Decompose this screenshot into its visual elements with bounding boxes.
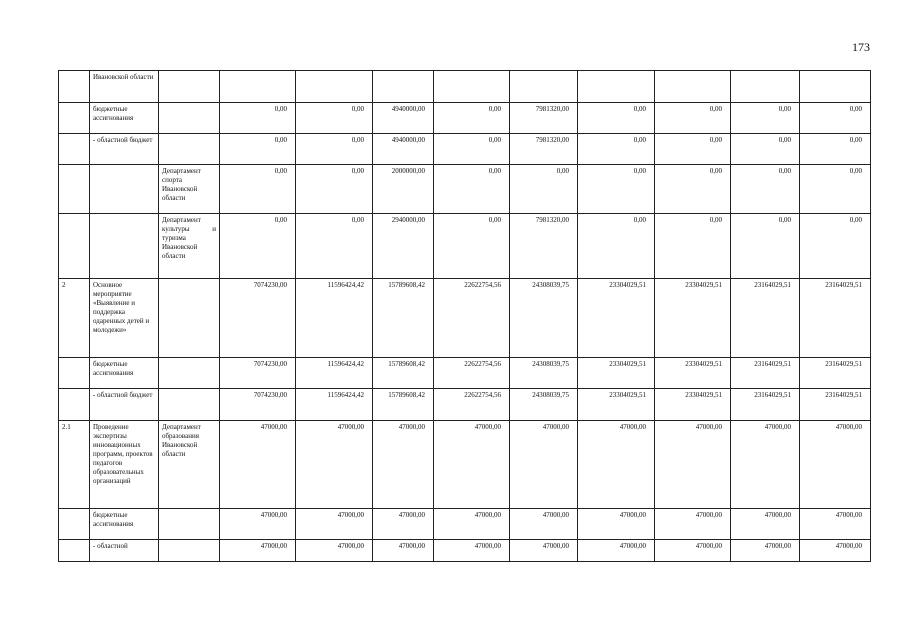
value-cell: 0,00 — [220, 165, 296, 214]
executor-cell — [159, 71, 220, 103]
value-cell: 15789608,42 — [373, 279, 434, 358]
value-cell: 47000,00 — [220, 421, 296, 509]
row-number-cell — [59, 134, 90, 165]
value-cell: 0,00 — [578, 165, 655, 214]
item-name-cell — [90, 165, 159, 214]
row-number-cell — [59, 509, 90, 540]
value-cell: 47000,00 — [434, 421, 510, 509]
value-cell: 7074230,00 — [220, 358, 296, 389]
value-cell: 0,00 — [296, 165, 373, 214]
row-number-cell: 2.1 — [59, 421, 90, 509]
value-cell: 0,00 — [578, 103, 655, 134]
value-cell: 11596424,42 — [296, 279, 373, 358]
executor-cell — [159, 103, 220, 134]
value-cell: 11596424,42 — [296, 389, 373, 421]
value-cell: 23304029,51 — [578, 279, 655, 358]
value-cell: 47000,00 — [655, 421, 731, 509]
value-cell — [731, 71, 800, 103]
value-cell: 15789608,42 — [373, 389, 434, 421]
value-cell: 23304029,51 — [578, 358, 655, 389]
executor-cell: Департамент спорта Ивановской области — [159, 165, 220, 214]
table-row — [59, 214, 871, 279]
value-cell — [220, 71, 296, 103]
value-cell: 0,00 — [655, 103, 731, 134]
executor-cell: Департамент культуры и туризма Ивановской области — [159, 214, 220, 279]
table-row — [59, 134, 871, 165]
value-cell: 47000,00 — [296, 421, 373, 509]
value-cell: 22622754,56 — [434, 279, 510, 358]
value-cell: 47000,00 — [731, 540, 800, 562]
item-name-cell: Проведение экспертизы инновационных программ, проектов педагогов образовательных организаций — [90, 421, 159, 509]
value-cell: 47000,00 — [800, 421, 871, 509]
table-row — [59, 103, 871, 134]
item-name-cell: Основное мероприятие «Выявление и поддержка одаренных детей и молодежи» — [90, 279, 159, 358]
value-cell: 2000000,00 — [373, 165, 434, 214]
item-name-cell: бюджетные ассигнования — [90, 103, 159, 134]
value-cell: 7981320,00 — [510, 214, 578, 279]
value-cell: 24308039,75 — [510, 389, 578, 421]
value-cell: 23304029,51 — [655, 358, 731, 389]
row-number-cell — [59, 71, 90, 103]
value-cell: 47000,00 — [578, 540, 655, 562]
row-number-cell — [59, 214, 90, 279]
executor-cell — [159, 279, 220, 358]
value-cell: 47000,00 — [296, 540, 373, 562]
value-cell — [655, 71, 731, 103]
value-cell: 0,00 — [220, 134, 296, 165]
value-cell: 47000,00 — [510, 421, 578, 509]
value-cell: 0,00 — [731, 103, 800, 134]
value-cell: 47000,00 — [510, 509, 578, 540]
value-cell: 23304029,51 — [578, 389, 655, 421]
table-row — [59, 509, 871, 540]
value-cell: 0,00 — [655, 134, 731, 165]
value-cell — [800, 71, 871, 103]
page-number: 173 — [852, 40, 870, 54]
value-cell: 47000,00 — [655, 509, 731, 540]
value-cell: 0,00 — [800, 134, 871, 165]
item-name-cell: Ивановской области — [90, 71, 159, 103]
value-cell: 23164029,51 — [800, 389, 871, 421]
value-cell: 47000,00 — [220, 540, 296, 562]
value-cell: 47000,00 — [800, 509, 871, 540]
value-cell — [510, 71, 578, 103]
item-name-cell — [90, 214, 159, 279]
value-cell: 0,00 — [296, 214, 373, 279]
value-cell: 11596424,42 — [296, 358, 373, 389]
executor-cell — [159, 389, 220, 421]
value-cell: 47000,00 — [220, 509, 296, 540]
value-cell: 47000,00 — [434, 540, 510, 562]
value-cell: 23164029,51 — [731, 358, 800, 389]
value-cell: 0,00 — [296, 134, 373, 165]
table-row — [59, 421, 871, 509]
row-number-cell — [59, 389, 90, 421]
value-cell: 47000,00 — [578, 421, 655, 509]
value-cell: 0,00 — [800, 103, 871, 134]
value-cell: 0,00 — [731, 165, 800, 214]
value-cell: 7981320,00 — [510, 134, 578, 165]
row-number-cell — [59, 540, 90, 562]
value-cell: 0,00 — [655, 214, 731, 279]
value-cell: 47000,00 — [434, 509, 510, 540]
budget-table — [58, 70, 871, 562]
value-cell: 0,00 — [296, 103, 373, 134]
value-cell: 47000,00 — [296, 509, 373, 540]
value-cell: 7074230,00 — [220, 279, 296, 358]
row-number-cell — [59, 358, 90, 389]
value-cell: 0,00 — [800, 214, 871, 279]
value-cell: 0,00 — [434, 103, 510, 134]
value-cell: 23164029,51 — [731, 389, 800, 421]
value-cell: 4940000,00 — [373, 103, 434, 134]
value-cell: 47000,00 — [655, 540, 731, 562]
item-name-cell: - областной бюджет — [90, 389, 159, 421]
value-cell: 47000,00 — [373, 509, 434, 540]
value-cell: 4940000,00 — [373, 134, 434, 165]
table-row — [59, 540, 871, 562]
item-name-cell: - областной — [90, 540, 159, 562]
value-cell: 24308039,75 — [510, 358, 578, 389]
value-cell: 24308039,75 — [510, 279, 578, 358]
value-cell: 23304029,51 — [655, 279, 731, 358]
value-cell: 0,00 — [434, 165, 510, 214]
value-cell: 0,00 — [731, 134, 800, 165]
value-cell — [373, 71, 434, 103]
value-cell — [296, 71, 373, 103]
value-cell: 47000,00 — [578, 509, 655, 540]
table-row — [59, 389, 871, 421]
value-cell: 47000,00 — [731, 509, 800, 540]
row-number-cell — [59, 165, 90, 214]
value-cell: 7074230,00 — [220, 389, 296, 421]
value-cell: 0,00 — [220, 214, 296, 279]
value-cell: 0,00 — [510, 165, 578, 214]
value-cell: 47000,00 — [373, 540, 434, 562]
value-cell: 23164029,51 — [800, 279, 871, 358]
value-cell: 22622754,56 — [434, 358, 510, 389]
value-cell: 22622754,56 — [434, 389, 510, 421]
value-cell: 2940000,00 — [373, 214, 434, 279]
value-cell — [434, 71, 510, 103]
value-cell: 0,00 — [731, 214, 800, 279]
executor-cell: Департамент образования Ивановской области — [159, 421, 220, 509]
table-row — [59, 71, 871, 103]
table-row — [59, 358, 871, 389]
value-cell: 23164029,51 — [731, 279, 800, 358]
executor-cell — [159, 540, 220, 562]
value-cell: 23304029,51 — [655, 389, 731, 421]
value-cell: 15789608,42 — [373, 358, 434, 389]
table-row — [59, 165, 871, 214]
value-cell: 0,00 — [434, 214, 510, 279]
value-cell: 0,00 — [220, 103, 296, 134]
item-name-cell: бюджетные ассигнования — [90, 358, 159, 389]
executor-cell — [159, 134, 220, 165]
value-cell: 0,00 — [578, 214, 655, 279]
value-cell: 47000,00 — [510, 540, 578, 562]
executor-cell — [159, 358, 220, 389]
value-cell: 0,00 — [578, 134, 655, 165]
value-cell: 0,00 — [800, 165, 871, 214]
value-cell: 0,00 — [655, 165, 731, 214]
value-cell: 47000,00 — [373, 421, 434, 509]
row-number-cell — [59, 103, 90, 134]
value-cell: 0,00 — [434, 134, 510, 165]
item-name-cell: бюджетные ассигнования — [90, 509, 159, 540]
value-cell: 7981320,00 — [510, 103, 578, 134]
row-number-cell: 2 — [59, 279, 90, 358]
item-name-cell: - областной бюджет — [90, 134, 159, 165]
value-cell — [578, 71, 655, 103]
table-row — [59, 279, 871, 358]
executor-cell — [159, 509, 220, 540]
value-cell: 47000,00 — [800, 540, 871, 562]
value-cell: 47000,00 — [731, 421, 800, 509]
value-cell: 23164029,51 — [800, 358, 871, 389]
